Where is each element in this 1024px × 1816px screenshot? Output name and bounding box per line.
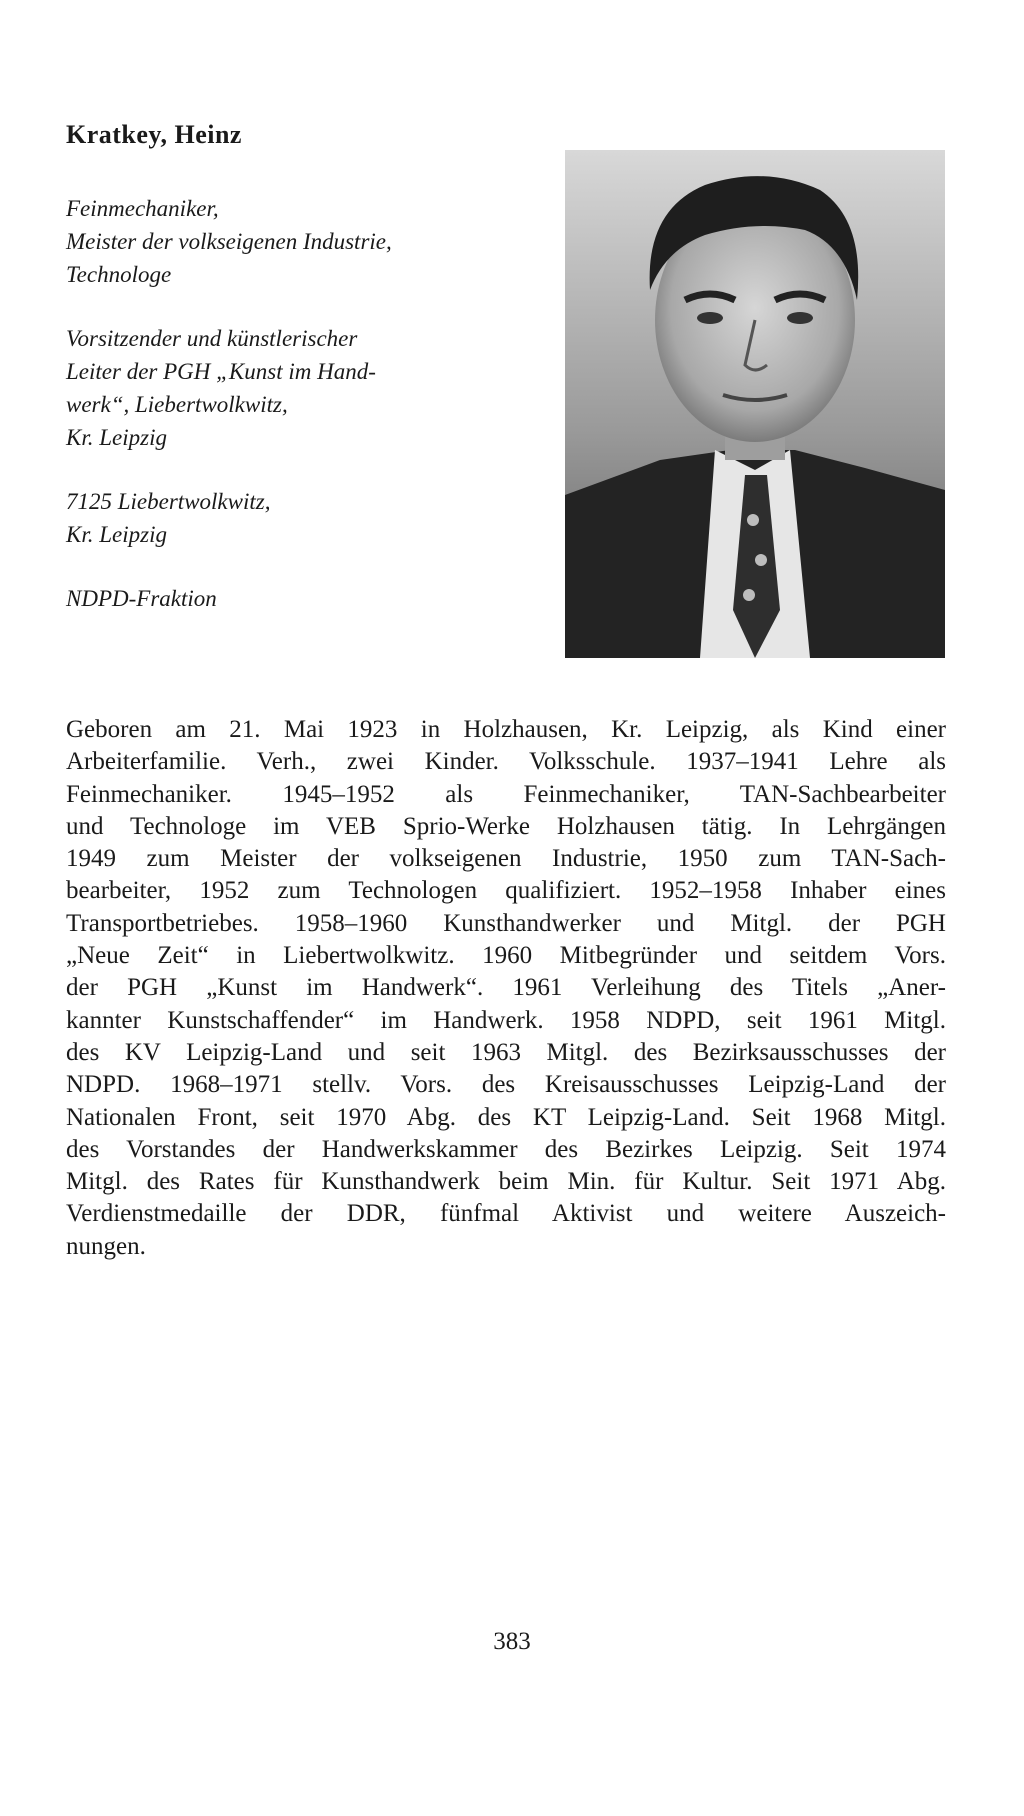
professions (66, 192, 536, 291)
page-number: 383 (493, 1628, 531, 1655)
address-line: Kr. Leipzig (66, 522, 167, 547)
profession-line: Meister der volkseigenen Industrie, (66, 229, 392, 254)
biography-line: „Neue Zeit“ in Liebertwolkwitz. 1960 Mitbegründer und seitdem Vors. (66, 942, 946, 970)
biography-line: und Technologe im VEB Sprio-Werke Holzhausen tätig. In Lehrgängen (66, 812, 946, 840)
profession-line: Technologe (66, 262, 172, 287)
profession-line: Feinmechaniker, (66, 196, 219, 221)
address (66, 485, 536, 551)
biography-line: des Vorstandes der Handwerkskammer des Bezirkes Leipzig. Seit 1974 (66, 1135, 946, 1163)
biography-line: Arbeiterfamilie. Verh., zwei Kinder. Volksschule. 1937–1941 Lehre als (66, 748, 946, 776)
position-line: Leiter der PGH „Kunst im Hand- (66, 359, 376, 384)
biography-line: nungen. (66, 1232, 146, 1260)
biography-line: Feinmechaniker. 1945–1952 als Feinmechaniker, TAN-Sachbearbeiter (66, 780, 946, 808)
position (66, 322, 536, 454)
biography-line: des KV Leipzig-Land und seit 1963 Mitgl. des Bezirksausschusses der (66, 1038, 946, 1066)
position-line: werk“, Liebertwolkwitz, (66, 392, 288, 417)
biography-line: Mitgl. des Rates für Kunsthandwerk beim Min. für Kultur. Seit 1971 Abg. (66, 1168, 946, 1196)
biography-line: Nationalen Front, seit 1970 Abg. des KT Leipzig-Land. Seit 1968 Mitgl. (66, 1103, 946, 1131)
biography-line: der PGH „Kunst im Handwerk“. 1961 Verleihung des Titels „Aner- (66, 974, 946, 1002)
biography-line: bearbeiter, 1952 zum Technologen qualifiziert. 1952–1958 Inhaber eines (66, 877, 946, 905)
biography (66, 714, 946, 1263)
biography-line: Transportbetriebes. 1958–1960 Kunsthandwerker und Mitgl. der PGH (66, 909, 946, 937)
biography-line: Verdienstmedaille der DDR, fünfmal Aktivist und weitere Auszeich- (66, 1200, 946, 1228)
biography-line: kannter Kunstschaffender“ im Handwerk. 1958 NDPD, seit 1961 Mitgl. (66, 1006, 946, 1034)
faction-line: NDPD-Fraktion (66, 586, 217, 611)
faction (66, 582, 536, 615)
portrait-photo (565, 150, 945, 658)
person-name: Kratkey, Heinz (66, 120, 242, 149)
biography-line: Geboren am 21. Mai 1923 in Holzhausen, Kr. Leipzig, als Kind einer (66, 716, 946, 743)
person-info (66, 192, 536, 646)
address-line: 7125 Liebertwolkwitz, (66, 489, 271, 514)
biography-line: 1949 zum Meister der volkseigenen Industrie, 1950 zum TAN-Sach- (66, 845, 946, 873)
position-line: Kr. Leipzig (66, 425, 167, 450)
biography-line: NDPD. 1968–1971 stellv. Vors. des Kreisausschusses Leipzig-Land der (66, 1071, 946, 1099)
position-line: Vorsitzender und künstlerischer (66, 326, 358, 351)
